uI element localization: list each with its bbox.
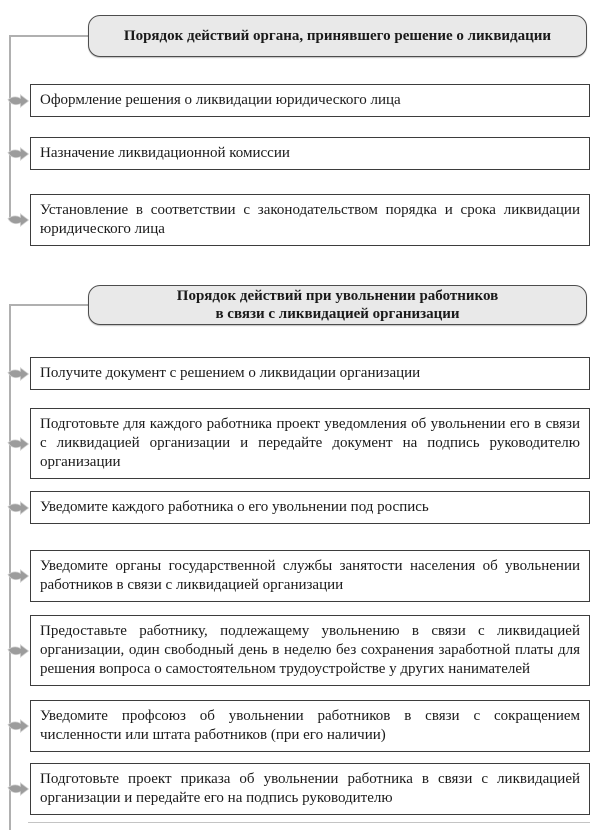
flow-step-text: Получите документ с решением о ликвидации организации (40, 365, 421, 381)
flow-step-box (30, 194, 590, 246)
flow-step-text: Установление в соответствии с законодательством порядка и срока ликвидации юридического лица (40, 202, 580, 237)
flow-step-box (30, 137, 590, 170)
flow-step-text: Подготовьте проект приказа об увольнении работника в связи с ликвидацией организации и передайте его на подпись руководителю (40, 771, 580, 806)
flow-step-box (30, 357, 590, 390)
flow-arrow-icon (7, 718, 30, 734)
flow-arrow-icon (7, 436, 30, 452)
connector-elbow-section1 (9, 35, 88, 37)
flow-arrow-icon (7, 568, 30, 584)
flow-step (7, 700, 590, 752)
flow-step-box (30, 491, 590, 524)
flow-step-box (30, 615, 590, 686)
flow-step-box (30, 408, 590, 479)
flow-arrow-icon (7, 781, 30, 797)
flow-step-text: Назначение ликвидационной комиссии (40, 145, 290, 161)
flow-step-text: Уведомите органы государственной службы занятости населения об увольнении работников в связи с ликвидацией организации (40, 558, 580, 593)
section2-header-line1: Порядок действий при увольнении работников (176, 288, 499, 304)
flow-step (7, 84, 590, 117)
flow-step (7, 408, 590, 479)
flow-arrow-icon (7, 146, 30, 162)
flow-step (7, 615, 590, 686)
flow-step-box (30, 84, 590, 117)
next-box-cut-top-border (28, 822, 590, 830)
flow-step-box (30, 763, 590, 815)
section1-header-line1: Порядок действий органа, принявшего решение о ликвидации (123, 28, 552, 44)
flow-step (7, 763, 590, 815)
section1-header (88, 15, 587, 57)
flow-step-text: Подготовьте для каждого работника проект уведомления об увольнении его в связи с ликвидацией организации и передайте документ на подпись руководителю организации (40, 416, 580, 470)
flow-arrow-icon (7, 93, 30, 109)
flow-arrow-icon (7, 500, 30, 516)
section2-header-line2: в связи с ликвидацией организации (215, 306, 460, 322)
flow-step (7, 491, 590, 524)
flow-step-text: Оформление решения о ликвидации юридического лица (40, 92, 401, 108)
flow-arrow-icon (7, 643, 30, 659)
connector-elbow-section2 (9, 304, 88, 306)
flow-step (7, 194, 590, 246)
connector-vertical-section1 (9, 35, 11, 220)
flow-step-box (30, 550, 590, 602)
flow-step-text: Уведомите профсоюз об увольнении работников в связи с сокращением численности или штата работников (при его наличии) (40, 708, 580, 743)
flow-step-box (30, 700, 590, 752)
section2-header (88, 285, 587, 325)
flow-arrow-icon (7, 212, 30, 228)
flow-step (7, 137, 590, 170)
flow-step (7, 550, 590, 602)
flow-step (7, 357, 590, 390)
flow-step-text: Уведомите каждого работника о его увольнении под роспись (40, 499, 429, 515)
flow-step-text: Предоставьте работнику, подлежащему увольнению в связи с ликвидацией организации, один свободный день в неделю без сохранения заработной платы для решения вопроса о самостоятельном трудоустройстве у других нанимателей (40, 623, 580, 677)
flow-arrow-icon (7, 366, 30, 382)
